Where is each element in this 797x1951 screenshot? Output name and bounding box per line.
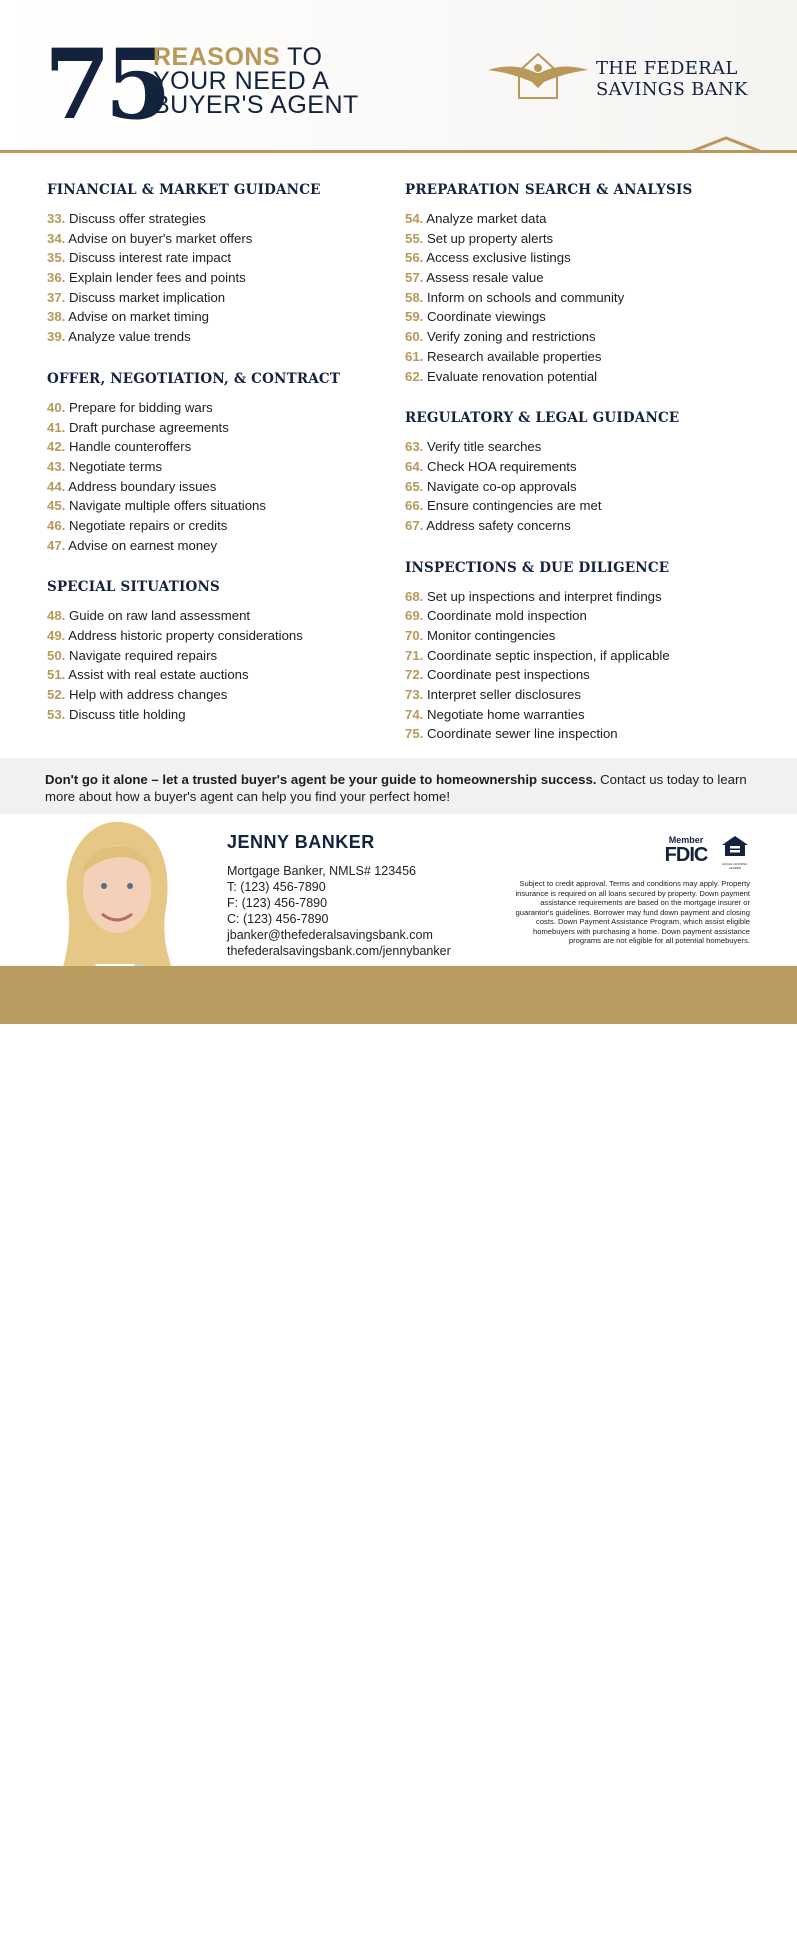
item-number: 33. xyxy=(47,211,66,226)
item-number: 42. xyxy=(47,439,66,455)
section xyxy=(405,408,785,535)
item-number: 41. xyxy=(47,419,66,435)
list-item xyxy=(405,248,785,268)
section xyxy=(47,180,387,347)
item-number: 49. xyxy=(47,628,66,643)
list-item xyxy=(405,288,785,308)
right-column xyxy=(405,180,785,766)
list-item xyxy=(405,606,785,626)
item-number: 36. xyxy=(47,270,66,286)
item-text: Inform on schools and community xyxy=(427,289,625,305)
item-text: Research available properties xyxy=(427,348,602,364)
header xyxy=(0,0,797,152)
footer-bar xyxy=(0,966,797,1951)
item-number: 64. xyxy=(405,458,424,474)
list-item xyxy=(405,307,785,327)
item-text: Handle counteroffers xyxy=(69,439,192,455)
item-text: Coordinate mold inspection xyxy=(427,608,587,624)
item-text: Set up property alerts xyxy=(427,230,554,246)
list-item xyxy=(405,457,785,477)
item-number: 66. xyxy=(405,498,424,514)
agent-title: Mortgage Banker, NMLS# 123456 xyxy=(227,864,417,878)
list-item xyxy=(47,209,387,229)
item-text: Advise on buyer's market offers xyxy=(68,230,253,246)
item-text: Guide on raw land assessment xyxy=(69,608,251,624)
item-text: Navigate required repairs xyxy=(69,647,218,663)
list-item xyxy=(47,496,387,516)
item-number: 63. xyxy=(405,439,424,455)
item-number: 74. xyxy=(405,706,424,722)
list-item xyxy=(405,646,785,666)
item-text: Discuss title holding xyxy=(69,706,186,722)
item-number: 68. xyxy=(405,588,424,604)
copyright-text: Copyright 2024 © The Federal Savings Bank | Co. NMLS# 411500 | All Rights Reserved | thefederalsavingsbank.com xyxy=(228,1941,705,1951)
item-number: 48. xyxy=(47,608,66,624)
item-text: Navigate co-op approvals xyxy=(427,478,577,494)
list-item xyxy=(47,606,387,626)
section xyxy=(405,180,785,386)
list-item xyxy=(405,496,785,516)
bank-name xyxy=(596,58,748,100)
list-item xyxy=(47,288,387,308)
cta-bold: Don't go it alone – let a trusted buyer's agent be your guide to homeownership success. xyxy=(45,772,597,787)
item-number: 59. xyxy=(405,309,424,325)
item-text: Access exclusive listings xyxy=(426,250,571,266)
item-text: Verify title searches xyxy=(427,439,542,455)
list-item xyxy=(405,685,785,705)
item-number: 43. xyxy=(47,458,66,474)
item-number: 73. xyxy=(405,687,424,703)
phone-fax: F: (123) 456-7890 xyxy=(227,896,328,910)
item-text: Help with address changes xyxy=(69,687,228,703)
item-text: Check HOA requirements xyxy=(427,458,577,474)
item-text: Verify zoning and restrictions xyxy=(427,329,596,345)
item-number: 39. xyxy=(47,329,66,345)
list-item xyxy=(405,665,785,685)
contact-block xyxy=(227,832,451,959)
list-item xyxy=(405,626,785,646)
list-item xyxy=(47,248,387,268)
email-link[interactable]: jbanker@thefederalsavingsbank.com xyxy=(227,928,433,942)
item-text: Analyze value trends xyxy=(68,329,191,345)
list-item xyxy=(47,229,387,249)
item-number: 40. xyxy=(47,399,66,415)
item-number: 47. xyxy=(47,537,66,553)
list-item xyxy=(405,477,785,497)
item-number: 58. xyxy=(405,289,424,305)
item-number: 70. xyxy=(405,628,424,643)
item-text: Negotiate repairs or credits xyxy=(69,517,228,533)
list-item xyxy=(47,398,387,418)
item-number: 34. xyxy=(47,230,66,246)
item-text: Set up inspections and interpret findings xyxy=(427,588,662,604)
list-item xyxy=(47,626,387,646)
item-number: 37. xyxy=(47,289,66,305)
item-number: 61. xyxy=(405,348,424,364)
item-number: 55. xyxy=(405,230,424,246)
item-text: Navigate multiple offers situations xyxy=(69,498,266,514)
title-reasons: REASONS xyxy=(153,43,281,71)
item-text: Assess resale value xyxy=(426,270,544,286)
item-text: Monitor contingencies xyxy=(427,628,556,643)
list-item xyxy=(47,268,387,288)
item-text: Assist with real estate auctions xyxy=(68,667,249,683)
item-text: Discuss offer strategies xyxy=(69,211,206,226)
item-text: Coordinate viewings xyxy=(427,309,546,325)
item-number: 35. xyxy=(47,250,66,266)
disclaimer-text: Subject to credit approval. Terms and conditions may apply. Property insurance is required on all loans secured by property. Down payment assistance requirements are based on the mortgage insurer or guarantor's guidelines. Borrower may fund down payment and closing costs. Down Payment Assistance Program, which assist eligible homebuyers with purchasing a home. Down payment assistance programs are not eligible for all potential homebuyers. xyxy=(515,879,750,945)
list-item xyxy=(47,536,387,556)
item-text: Evaluate renovation potential xyxy=(427,368,598,384)
fdic-member-label: Member xyxy=(668,835,704,845)
list-item xyxy=(405,209,785,229)
fdic-badge xyxy=(660,835,712,867)
title-line2: YOUR NEED A xyxy=(153,67,330,95)
item-text: Ensure contingencies are met xyxy=(427,498,602,514)
item-text: Advise on market timing xyxy=(68,309,210,325)
phone-telephone[interactable]: T: (123) 456-7890 xyxy=(227,880,326,894)
item-text: Draft purchase agreements xyxy=(69,419,229,435)
list-item xyxy=(47,457,387,477)
cta-rest: Contact us today to learn more about how a buyer's agent can help you find your perfect home! xyxy=(45,772,747,804)
item-number: 54. xyxy=(405,211,424,226)
ehl-label: EQUAL HOUSING LENDER xyxy=(722,862,748,870)
title-line3: BUYER'S AGENT xyxy=(153,91,359,119)
item-number: 44. xyxy=(47,478,66,494)
item-number: 65. xyxy=(405,478,424,494)
list-item xyxy=(405,724,785,744)
item-text: Interpret seller disclosures xyxy=(427,687,581,703)
section-title: SPECIAL SITUATIONS xyxy=(47,579,220,596)
item-number: 72. xyxy=(405,667,424,683)
fdic-logo: FDIC xyxy=(664,844,708,866)
website-link[interactable]: thefederalsavingsbank.com/jennybanker xyxy=(227,944,451,958)
item-text: Explain lender fees and points xyxy=(69,270,246,286)
item-text: Advise on earnest money xyxy=(68,537,218,553)
section-title: INSPECTIONS & DUE DILIGENCE xyxy=(405,559,670,576)
item-number: 51. xyxy=(47,667,66,683)
item-number: 38. xyxy=(47,309,66,325)
list-item xyxy=(47,705,387,725)
list-item xyxy=(47,477,387,497)
left-column xyxy=(47,180,387,746)
item-number: 69. xyxy=(405,608,424,624)
item-text: Address safety concerns xyxy=(426,517,571,533)
item-number: 45. xyxy=(47,498,66,514)
item-number: 71. xyxy=(405,647,424,663)
list-item xyxy=(405,367,785,387)
cta-text xyxy=(45,771,760,805)
item-number: 46. xyxy=(47,517,66,533)
item-number: 60. xyxy=(405,329,424,345)
bank-name-line2: SAVINGS BANK xyxy=(596,79,748,100)
page-title xyxy=(153,45,359,117)
list-item xyxy=(47,665,387,685)
big-number: 75 xyxy=(44,28,166,141)
item-number: 57. xyxy=(405,270,424,286)
phone-cell[interactable]: C: (123) 456-7890 xyxy=(227,912,329,926)
item-text: Negotiate terms xyxy=(69,458,163,474)
list-item xyxy=(405,587,785,607)
list-item xyxy=(405,268,785,288)
list-item xyxy=(47,418,387,438)
item-number: 53. xyxy=(47,706,66,722)
item-number: 56. xyxy=(405,250,424,266)
house-icon xyxy=(721,835,749,857)
list-item xyxy=(47,327,387,347)
section xyxy=(405,558,785,745)
item-number: 50. xyxy=(47,647,66,663)
list-item xyxy=(405,229,785,249)
item-text: Prepare for bidding wars xyxy=(69,399,213,415)
item-text: Coordinate septic inspection, if applicable xyxy=(427,647,670,663)
item-text: Coordinate pest inspections xyxy=(427,667,590,683)
title-to: TO xyxy=(280,43,323,71)
agent-name: JENNY BANKER xyxy=(227,832,375,852)
equal-housing-lender-icon xyxy=(721,835,749,870)
list-item xyxy=(47,516,387,536)
section-title: REGULATORY & LEGAL GUIDANCE xyxy=(405,410,680,427)
item-number: 62. xyxy=(405,368,424,384)
list-item xyxy=(405,705,785,725)
header-divider xyxy=(0,150,797,153)
item-text: Analyze market data xyxy=(426,211,547,226)
item-number: 67. xyxy=(405,517,424,533)
eagle-house-logo-icon xyxy=(488,48,588,100)
section-title: PREPARATION SEARCH & ANALYSIS xyxy=(405,182,693,198)
item-text: Address boundary issues xyxy=(68,478,217,494)
item-text: Negotiate home warranties xyxy=(427,706,585,722)
item-number: 75. xyxy=(405,726,424,742)
section-title: FINANCIAL & MARKET GUIDANCE xyxy=(47,182,321,198)
bank-name-line1: THE FEDERAL xyxy=(596,58,738,79)
list-item xyxy=(405,347,785,367)
list-item xyxy=(405,327,785,347)
list-item xyxy=(405,437,785,457)
item-text: Discuss interest rate impact xyxy=(69,250,231,266)
item-text: Address historic property considerations xyxy=(68,628,303,643)
list-item xyxy=(405,516,785,536)
section-title: OFFER, NEGOTIATION, & CONTRACT xyxy=(47,370,341,387)
item-text: Coordinate sewer line inspection xyxy=(427,726,618,742)
item-text: Discuss market implication xyxy=(69,289,226,305)
item-number: 52. xyxy=(47,687,66,703)
list-item xyxy=(47,307,387,327)
list-item xyxy=(47,437,387,457)
section xyxy=(47,369,387,556)
section xyxy=(47,577,387,724)
list-item xyxy=(47,685,387,705)
list-item xyxy=(47,646,387,666)
